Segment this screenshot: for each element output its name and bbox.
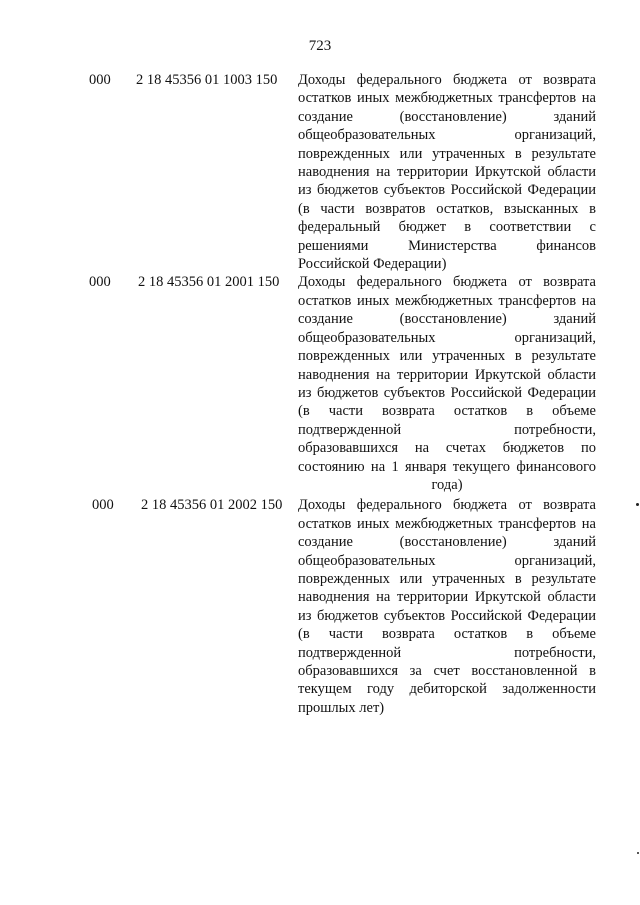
- budget-classification-code: 2 18 45356 01 2001 150: [138, 274, 280, 291]
- administrator-code: 000: [89, 72, 111, 88]
- description-line: наводнения на территории Иркутской области: [298, 164, 596, 181]
- description-line: Российской Федерации): [298, 256, 447, 273]
- list-item: [0, 273, 640, 494]
- description-line: общеобразовательных организаций,: [298, 329, 596, 346]
- page-number: 723: [308, 38, 332, 54]
- description-line: Доходы федерального бюджета от возврата: [298, 497, 596, 514]
- description-line: создание (восстановление) зданий: [298, 534, 596, 551]
- income-description: [298, 496, 596, 717]
- list-item: [0, 496, 640, 717]
- income-description: [298, 273, 596, 494]
- description-line: создание (восстановление) зданий: [298, 108, 596, 125]
- description-line: образовавшихся на счетах бюджетов по: [298, 440, 596, 457]
- description-line: (в части возврата остатков в объеме: [298, 626, 596, 643]
- budget-classification-code: 2 18 45356 01 1003 150: [136, 72, 278, 88]
- scan-speck: [637, 852, 639, 854]
- description-line: общеобразовательных организаций,: [298, 127, 596, 144]
- scan-speck: [636, 503, 639, 506]
- description-line: остатков иных межбюджетных трансфертов на: [298, 90, 596, 107]
- list-item: [0, 71, 640, 273]
- description-line: из бюджетов субъектов Российской Федерации: [298, 384, 596, 401]
- description-line: общеобразовательных организаций,: [298, 552, 596, 569]
- description-line: (в части возврата остатков в объеме: [298, 403, 596, 420]
- description-line: из бюджетов субъектов Российской Федерации: [298, 182, 596, 199]
- description-line: наводнения на территории Иркутской области: [298, 589, 596, 606]
- description-line: подтвержденной потребности,: [298, 644, 596, 661]
- description-line: остатков иных межбюджетных трансфертов на: [298, 515, 596, 532]
- description-line: решениями Министерства финансов: [298, 237, 596, 254]
- budget-code-list: [0, 71, 640, 715]
- budget-classification-code: 2 18 45356 01 2002 150: [141, 497, 283, 514]
- description-line: года): [431, 476, 463, 493]
- description-line: прошлых лет): [298, 699, 385, 716]
- description-line: поврежденных или утраченных в результате: [298, 145, 596, 162]
- description-line: состоянию на 1 января текущего финансового: [298, 458, 596, 475]
- description-line: подтвержденной потребности,: [298, 421, 596, 438]
- description-line: поврежденных или утраченных в результате: [298, 570, 596, 587]
- description-line: образовавшихся за счет восстановленной в: [298, 663, 596, 679]
- administrator-code: 000: [89, 274, 111, 291]
- description-line: (в части возвратов остатков, взысканных в: [298, 200, 596, 217]
- description-line: создание (восстановление) зданий: [298, 311, 596, 328]
- administrator-code: 000: [92, 497, 114, 514]
- income-description: [298, 71, 596, 273]
- description-line: остатков иных межбюджетных трансфертов на: [298, 292, 596, 309]
- description-line: поврежденных или утраченных в результате: [298, 348, 596, 365]
- description-line: наводнения на территории Иркутской области: [298, 366, 596, 383]
- description-line: Доходы федерального бюджета от возврата: [298, 274, 596, 291]
- description-line: Доходы федерального бюджета от возврата: [298, 72, 596, 88]
- description-line: федеральный бюджет в соответствии с: [298, 219, 596, 236]
- description-line: текущем году дебиторской задолженности: [298, 681, 596, 698]
- description-line: из бюджетов субъектов Российской Федерации: [298, 607, 596, 624]
